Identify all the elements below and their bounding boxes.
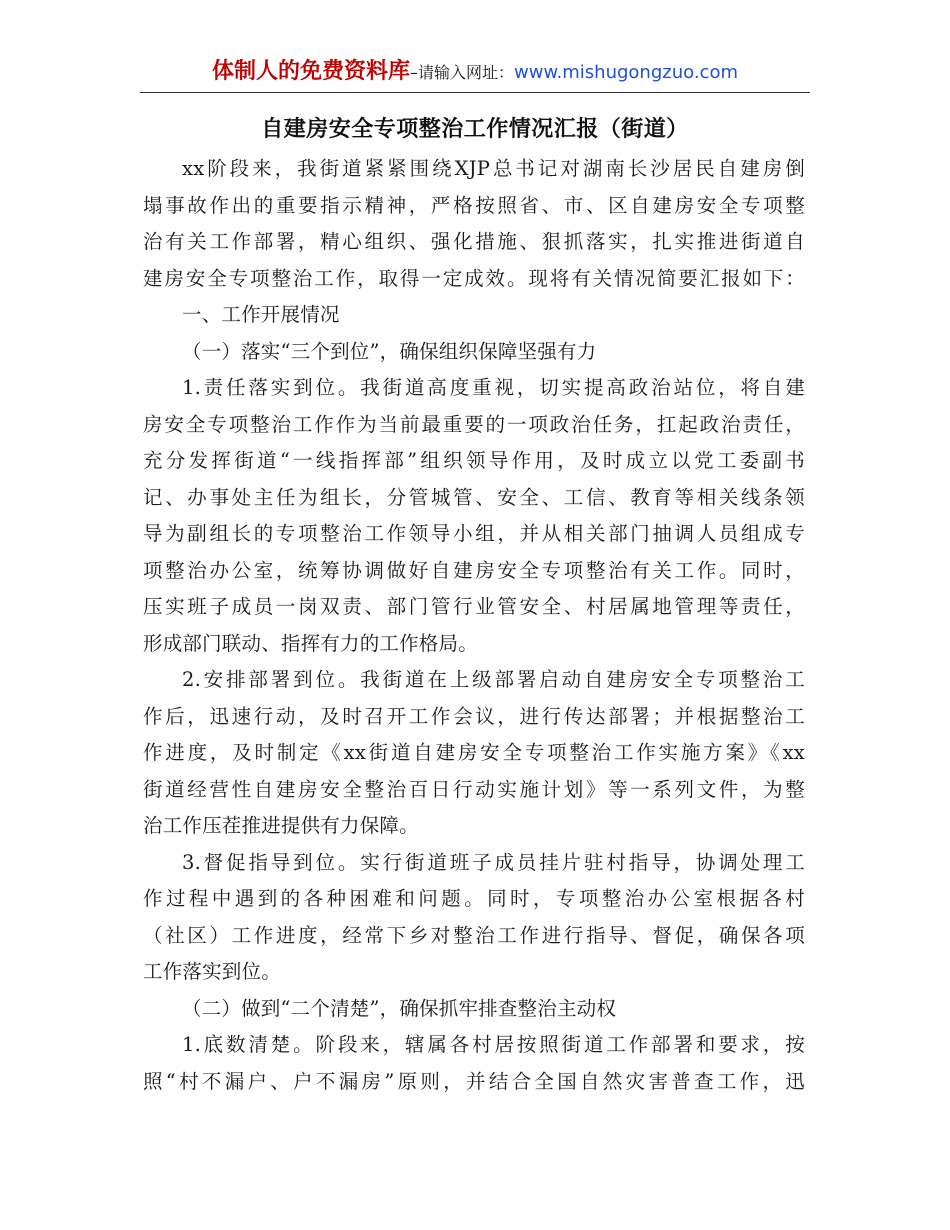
banner-brand: 体制人的免费资料库 bbox=[212, 59, 411, 84]
body-line: 记、办事处主任为组长，分管城管、安全、工信、教育等相关线条领 bbox=[143, 485, 805, 509]
body-line: 项整治办公室，统筹协调做好自建房安全专项整治有关工作。同时， bbox=[143, 558, 805, 582]
body-line: 建房安全专项整治工作，取得一定成效。现将有关情况简要汇报如下： bbox=[143, 266, 805, 290]
body-line: 作过程中遇到的各种困难和问题。同时，专项整治办公室根据各村 bbox=[143, 887, 805, 910]
body-line: xx阶段来，我街道紧紧围绕XJP总书记对湖南长沙居民自建房倒 bbox=[182, 157, 805, 180]
body-line: 房安全专项整治工作作为当前最重要的一项政治任务，扛起政治责任， bbox=[143, 412, 805, 436]
banner-url-link[interactable]: www.mishugongzuo.com bbox=[514, 62, 738, 83]
section-heading: 一、工作开展情况 bbox=[182, 303, 340, 326]
body-line: 2.安排部署到位。我街道在上级部署启动自建房安全专项整治工 bbox=[182, 668, 805, 691]
site-banner bbox=[140, 54, 810, 94]
body-line: 1.底数清楚。阶段来，辖属各村居按照街道工作部署和要求，按 bbox=[182, 1033, 805, 1056]
body-line: 导为副组长的专项整治工作领导小组，并从相关部门抽调人员组成专 bbox=[143, 522, 805, 545]
body-line: 形成部门联动、指挥有力的工作格局。 bbox=[143, 631, 478, 655]
body-line: 治有关工作部署，精心组织、强化措施、狠抓落实，扎实推进街道自 bbox=[143, 230, 805, 253]
body-line: 街道经营性自建房安全整治百日行动实施计划》等一系列文件，为整 bbox=[143, 777, 805, 801]
body-line: （社区）工作进度，经常下乡对整治工作进行指导、督促，确保各项 bbox=[143, 923, 805, 947]
banner-prompt: –请输入网址： bbox=[410, 63, 515, 82]
body-line: 1.责任落实到位。我街道高度重视，切实提高政治站位，将自建 bbox=[182, 376, 805, 399]
body-line: 3.督促指导到位。实行街道班子成员挂片驻村指导，协调处理工 bbox=[182, 850, 805, 874]
body-line: 充分发挥街道“一线指挥部”组织领导作用，及时成立以党工委副书 bbox=[143, 449, 805, 472]
body-line: 作后，迅速行动，及时召开工作会议，进行传达部署；并根据整治工 bbox=[143, 704, 805, 728]
body-line: 作进度，及时制定《xx街道自建房安全专项整治工作实施方案》《xx bbox=[143, 741, 805, 764]
body-line: 治工作压茬推进提供有力保障。 bbox=[143, 814, 419, 837]
subsection-heading: （二）做到“二个清楚”，确保抓牢排查整治主动权 bbox=[182, 996, 617, 1020]
body-line: 塌事故作出的重要指示精神，严格按照省、市、区自建房安全专项整 bbox=[143, 193, 805, 217]
body-line: 照“村不漏户、户不漏房”原则，并结合全国自然灾害普查工作，迅 bbox=[143, 1069, 805, 1093]
body-line: 工作落实到位。 bbox=[143, 960, 281, 983]
header-divider bbox=[140, 92, 810, 93]
document-title: 自建房安全专项整治工作情况汇报（街道） bbox=[261, 116, 689, 142]
subsection-heading: （一）落实“三个到位”，确保组织保障坚强有力 bbox=[182, 339, 597, 363]
document-body bbox=[143, 151, 805, 1100]
body-line: 压实班子成员一岗双责、部门管行业管安全、村居属地管理等责任， bbox=[143, 595, 805, 618]
